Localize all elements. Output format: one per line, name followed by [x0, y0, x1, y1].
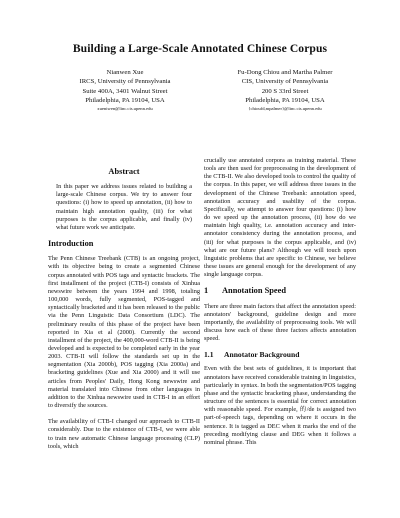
abstract-heading: Abstract	[108, 167, 140, 176]
introduction-heading: Introduction	[48, 239, 94, 249]
abstract-text: In this paper we address issues related to building a large-scale Chinese corpus. We try to answer four questions: (i) how to speed up annotation, (ii) how to maintain high annotation quality, (iii) for what purposes is the corpus applicable, and finally (iv) what future work we anticipate.	[56, 183, 192, 231]
author-address-line: Suite 400A, 3401 Walnut Street	[82, 87, 168, 95]
introduction-paragraph-continued: crucially use annotated corpora as training material. These tools are then used for preprocessing in the development of the CTB-II. We also developed tools to control the quality of the corpus. In this paper, we will address three issues in the development of the Chinese Treebank: annotation speed, annotation accuracy and usability of the corpus. Specifically, we attempt to answer four questions: (i) how do we speed up the annotation process, (ii) how do we maintain high quality, i.e. annotation accuracy and inter-annotator consistency during the annotation process, and (iii) for what purposes is the corpus applicable, and (iv) what are our future plans? Although we will touch upon linguistic problems that are specific to Chinese, we believe these issues are general enough for the development of any single language corpus.	[204, 157, 356, 279]
right-column	[204, 157, 356, 447]
subsection-heading	[204, 351, 356, 359]
section-heading	[204, 287, 356, 295]
author-address-line: 200 S 33rd Street	[261, 87, 309, 95]
section-title: Annotation Speed	[222, 286, 286, 296]
introduction-paragraph: The availability of CTB-I changed our approach to CTB-II considerably. Due to the existence of CTB-I, we were able to train new automatic Chinese language processing (CLP) tools, which	[48, 418, 200, 450]
introduction-paragraph: The Penn Chinese Treebank (CTB) is an ongoing project, with its objective being to create a segmented Chinese corpus annotated with POS tags and syntactic brackets. The first installment of the project (CTB-I) consists of Xinhua newswire between the years 1994 and 1998, totaling 100,000 words, fully segmented, POS-tagged and syntactically bracketed and it has been released to the public via the Penn Linguistic Data Consortium (LDC). The preliminary results of this phase of the project have been reported in Xia et al (2000). Currently the second installment of the project, the 400,000-word CTB-II is being developed and is expected to be completed early in the year 2003. CTB-II will follow the standards set up in the segmentation (Xia 2000b), POS tagging (Xia 2000a) and bracketing guidelines (Xue and Xia 2000) and it will use articles from Peoples' Daily, Hong Kong newswire and material translated into Chinese from other languages in addition to the Xinhua newswire used in CTB-I in an effort to diversify the sources.	[48, 255, 200, 410]
subsection-title: Annotator Background	[224, 350, 300, 360]
author-email: {chioufd,mpalmer}@linc.cis.upenn.edu	[248, 106, 322, 112]
author-affiliation: IRCS, University of Pennsylvania	[79, 78, 171, 86]
author-affiliation: CIS, University of Pennsylvania	[241, 78, 329, 86]
subsection-number: 1.1	[204, 350, 214, 360]
section-paragraph: There are three main factors that affect the annotation speed: annotators' background, guideline design and more importantly, the availability of preprocessing tools. We will discuss how each of these three factors affects annotation speed.	[204, 302, 356, 343]
paper-title: Building a Large-Scale Annotated Chinese Corpus	[72, 42, 328, 55]
author-email: xueniwen@linc.cis.upenn.edu	[97, 106, 153, 112]
author-address-line: Philadelphia, PA 19104, USA	[245, 96, 325, 104]
author-block-2	[200, 68, 370, 112]
left-column	[48, 158, 200, 451]
author-block-1	[40, 68, 210, 112]
author-address-line: Philadelphia, PA 19104, USA	[85, 96, 165, 104]
section-number: 1	[204, 286, 209, 296]
author-name: Nianwen Xue	[106, 69, 144, 76]
author-name: Fu-Dong Chiou and Martha Palmer	[237, 69, 333, 76]
subsection-paragraph: Even with the best sets of guidelines, it is important that annotators have received considerable training in linguistics, particularly in syntax. In both the segmentation/POS tagging phase and the syntactic bracketing phase, understanding the structure of the sentences is essential for correct annotation with reasonable speed. For example, 的/de is assigned two part-of-speech tags, depending on where it occurs in the sentence. It is tagged as DEC when it marks the end of the preceding modifying clause and DEG when it follows a nominal phrase. This	[204, 365, 356, 446]
